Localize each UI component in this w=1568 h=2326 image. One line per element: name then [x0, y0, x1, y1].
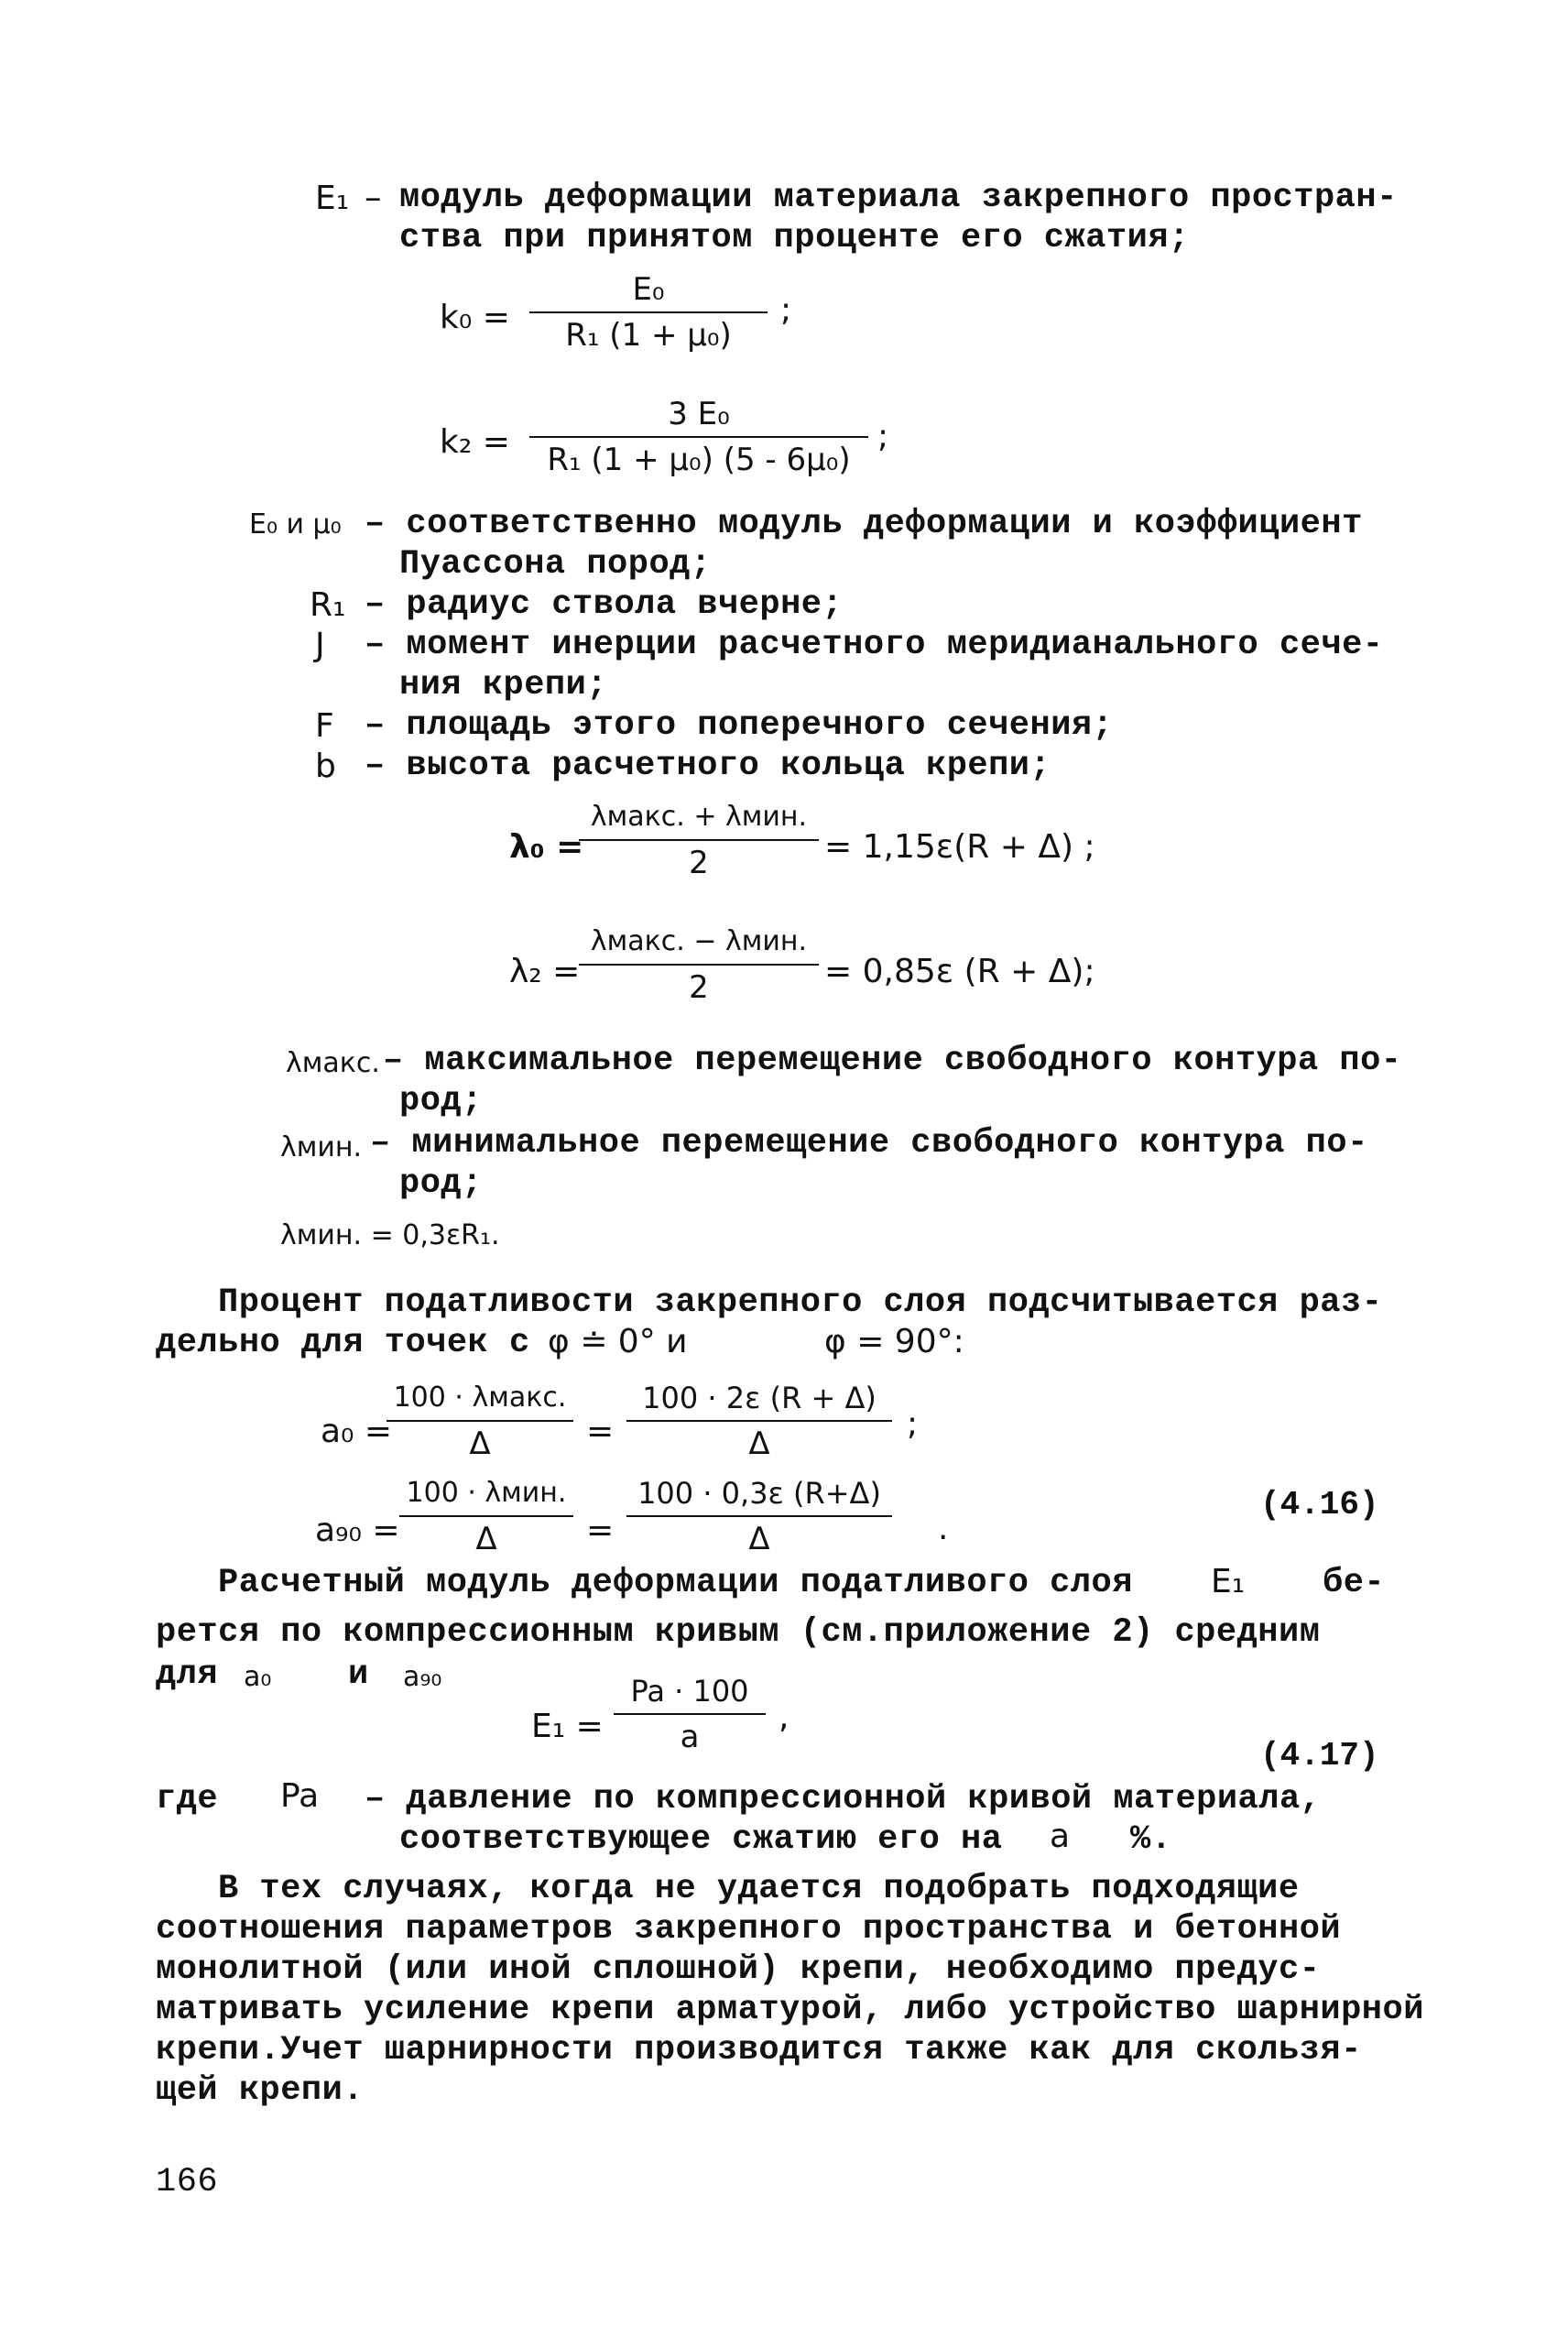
page-number: 166 [156, 2163, 219, 2201]
k0-denominator: R₁ (1 + μ₀) [565, 317, 732, 354]
p1-phi-ninety: φ = 90°: [824, 1323, 964, 1360]
where-line2: соответствующее сжатию его на [399, 1820, 1003, 1859]
k0-fraction [529, 271, 768, 354]
where-word: где [156, 1780, 219, 1818]
lambda0-numerator: λмакс. + λмин. [590, 801, 808, 833]
k2-fraction-bar [529, 436, 868, 438]
lambda2-fraction [579, 923, 819, 1006]
lambda-min-equation: λмин. = 0,3εR₁. [280, 1219, 500, 1251]
e0-mu0-line2: Пуассона пород; [399, 545, 712, 584]
lambda-max-line1: – максимальное перемещение свободного контура по- [383, 1042, 1402, 1080]
p1-line1: Процент податливости закрепного слоя подсчитывается раз- [218, 1283, 1383, 1322]
e1-def-line2: ства при принятом проценте его сжатия; [399, 219, 1190, 257]
k0-fraction-bar [529, 311, 768, 313]
e1-def-line1: модуль деформации материала закрепного простран- [399, 179, 1398, 217]
e1-formula-denominator: a [680, 1719, 700, 1755]
a90-denominator-1: Δ [475, 1521, 497, 1557]
lambda0-lhs: λ₀ = [509, 828, 584, 866]
a0-denominator-1: Δ [469, 1425, 491, 1462]
p3-line4: матривать усиление крепи арматурой, либо устройство шарнирной [156, 1991, 1424, 2029]
lambda2-numerator: λмакс. − λмин. [590, 925, 808, 957]
a0-numerator-2: 100 · 2ε (R + Δ) [642, 1381, 877, 1415]
k0-numerator: E₀ [632, 271, 665, 308]
lambda-min-symbol: λмин. [280, 1131, 363, 1163]
p3-line1: В тех случаях, когда не удается подобрать подходящие [218, 1870, 1300, 1908]
p3-line5: крепи.Учет шарнирности производится также как для скользя- [156, 2031, 1362, 2069]
p2-e1-symbol: E₁ [1211, 1563, 1246, 1600]
a90-numerator-2: 100 · 0,3ε (R+Δ) [637, 1476, 881, 1511]
a0-fraction-bar-1 [387, 1420, 573, 1422]
p2-line1: Расчетный модуль деформации податливого слоя [218, 1564, 1133, 1602]
a0-fraction-1 [387, 1380, 573, 1462]
k0-lhs: k₀ = [440, 299, 510, 336]
a0-fraction-2 [626, 1380, 892, 1462]
where-percent: %. [1130, 1820, 1172, 1859]
e0-mu0-symbol: E₀ и μ₀ [249, 508, 342, 541]
a90-numerator-1: 100 · λмин. [406, 1477, 567, 1509]
k2-fraction [529, 396, 868, 478]
e1-formula-fraction [614, 1673, 766, 1755]
e1-formula-numerator: Pa · 100 [630, 1674, 749, 1709]
a90-fraction-bar-2 [626, 1515, 892, 1517]
lambda2-lhs: λ₂ = [509, 953, 581, 990]
lambda-min-line2: род; [399, 1164, 483, 1203]
a90-end: . [938, 1510, 949, 1547]
j-symbol: J [315, 627, 325, 664]
p1-line2: дельно для точек с [156, 1324, 530, 1362]
a90-fraction-2 [626, 1475, 892, 1557]
lambda0-rhs: = 1,15ε(R + Δ) ; [824, 828, 1095, 866]
lambda0-fraction-bar [579, 839, 819, 841]
k2-denominator: R₁ (1 + μ₀) (5 - 6μ₀) [547, 442, 851, 478]
lambda-max-symbol: λмакс. [286, 1047, 380, 1079]
a0-numerator-1: 100 · λмакс. [393, 1381, 567, 1414]
r1-symbol: R₁ [310, 586, 346, 624]
j-def-line2: ния крепи; [399, 666, 608, 704]
k2-end: ; [877, 418, 889, 455]
r1-def: – радиус ствола вчерне; [365, 585, 844, 624]
lambda0-denominator: 2 [689, 845, 709, 881]
a0-end: ; [907, 1405, 919, 1443]
e1-formula-fraction-bar [614, 1713, 766, 1715]
p2-line2: рется по компрессионным кривым (см.приложение 2) средним [156, 1613, 1321, 1652]
p3-line3: монолитной (или иной сплошной) крепи, необходимо предус- [156, 1950, 1321, 1989]
a90-denominator-2: Δ [748, 1521, 770, 1557]
e1-formula-end: , [779, 1698, 789, 1736]
p1-phi-zero: φ ≐ 0° и [548, 1323, 688, 1360]
lambda2-rhs: = 0,85ε (R + Δ); [824, 953, 1095, 990]
equation-number-4-17: (4.17) [1260, 1737, 1379, 1775]
where-line1: – давление по компрессионной кривой материала, [365, 1780, 1322, 1818]
e1-dash: – [365, 178, 382, 217]
p3-line2: соотношения параметров закрепного пространства и бетонной [156, 1910, 1342, 1949]
a90-fraction-bar-1 [399, 1515, 573, 1517]
a0-fraction-bar-2 [626, 1420, 892, 1422]
f-def: – площадь этого поперечного сечения; [365, 706, 1114, 745]
p2-a0: a₀ [244, 1661, 272, 1693]
p2-line1-end: бе- [1323, 1564, 1386, 1602]
f-symbol: F [315, 707, 334, 745]
e0-mu0-line1: – соответственно модуль деформации и коэффициент [365, 505, 1363, 543]
e1-symbol: E₁ [315, 180, 350, 217]
lambda2-denominator: 2 [689, 969, 709, 1006]
b-def: – высота расчетного кольца крепи; [365, 747, 1051, 785]
where-pa-symbol: Pa [280, 1777, 320, 1815]
p2-and: и [348, 1655, 369, 1694]
k0-end: ; [780, 291, 792, 329]
b-symbol: b [315, 748, 336, 785]
lambda2-fraction-bar [579, 964, 819, 966]
k2-numerator: 3 E₀ [668, 396, 730, 432]
a0-denominator-2: Δ [748, 1425, 770, 1462]
p2-a90: a₉₀ [403, 1661, 442, 1693]
a0-lhs: a₀ = [321, 1413, 393, 1450]
j-def-line1: – момент инерции расчетного меридианального сече- [365, 626, 1384, 664]
a90-equals: = [586, 1512, 615, 1549]
a90-fraction-1 [399, 1475, 573, 1557]
lambda0-fraction [579, 799, 819, 881]
e1-formula-lhs: E₁ = [531, 1708, 604, 1745]
lambda-min-line1: – минимальное перемещение свободного контура по- [370, 1124, 1368, 1163]
a0-equals: = [586, 1413, 615, 1450]
p2-line3: для [156, 1655, 219, 1694]
k2-lhs: k₂ = [440, 423, 510, 461]
where-a-symbol: a [1050, 1818, 1071, 1855]
a90-lhs: a₉₀ = [315, 1512, 400, 1549]
lambda-max-line2: род; [399, 1082, 483, 1120]
equation-number-4-16: (4.16) [1260, 1486, 1379, 1523]
p3-line6: щей крепи. [156, 2071, 365, 2110]
